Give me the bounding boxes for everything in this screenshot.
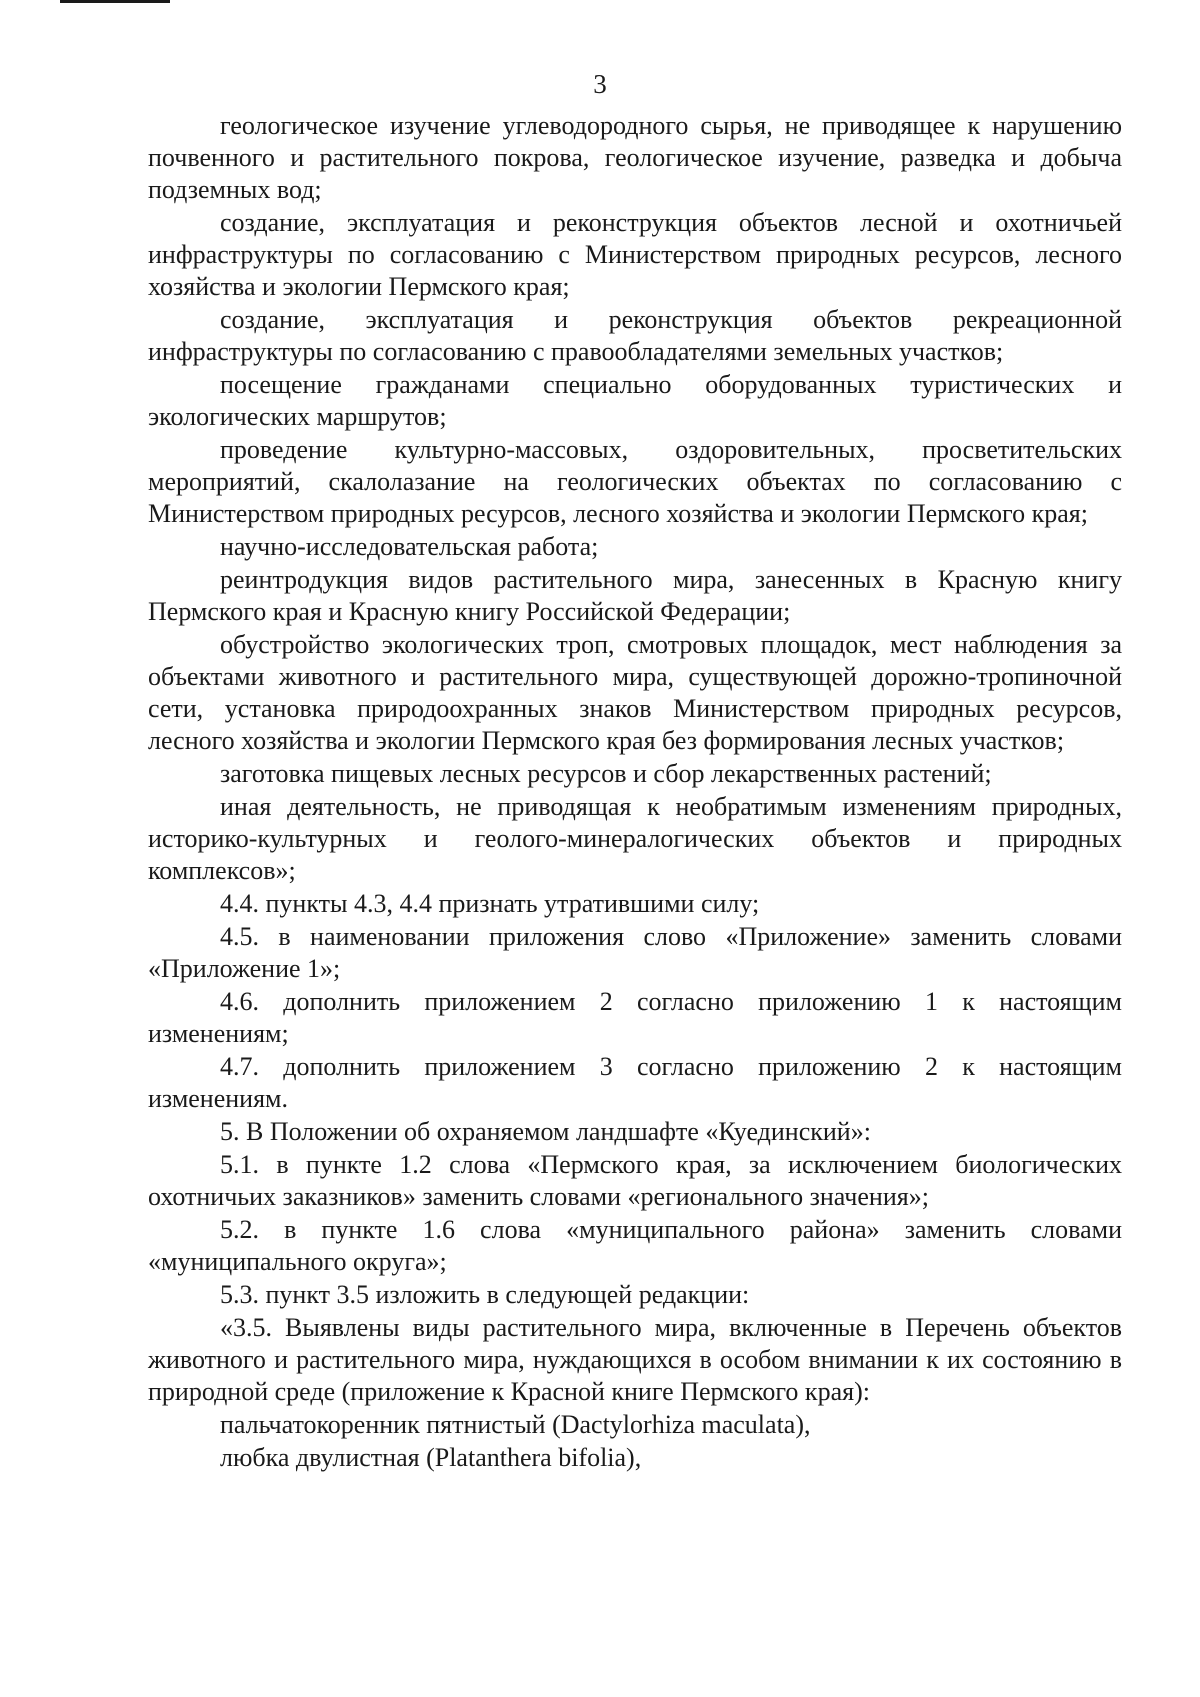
paragraph: 5.2. в пункте 1.6 слова «муниципального района» заменить словами «муниципального округа»; [148, 1215, 1122, 1276]
paragraph: создание, эксплуатация и реконструкция объектов лесной и охотничьей инфраструктуры по согласованию с Министерством природных ресурсов, лесного хозяйства и экологии Пермского края; [148, 208, 1122, 301]
paragraph: пальчатокоренник пятнистый (Dactylorhiza maculata), [220, 1410, 811, 1439]
paragraph: 4.5. в наименовании приложения слово «Приложение» заменить словами «Приложение 1»; [148, 922, 1122, 983]
paragraph: 5.3. пункт 3.5 изложить в следующей редакции: [220, 1280, 750, 1309]
paragraph: заготовка пищевых лесных ресурсов и сбор лекарственных растений; [220, 759, 992, 788]
scan-edge-mark [60, 0, 170, 3]
paragraph: 5. В Положении об охраняемом ландшафте «Куединский»: [220, 1117, 871, 1146]
paragraph: проведение культурно-массовых, оздоровительных, просветительских мероприятий, скалолазание на геологических объектах по согласованию с Министерством природных ресурсов, лесного хозяйства и экологии Пермского края; [148, 435, 1122, 528]
document-body [148, 110, 1122, 1475]
paragraph: посещение гражданами специально оборудованных туристических и экологических маршрутов; [148, 370, 1122, 431]
paragraph: любка двулистная (Platanthera bifolia), [220, 1443, 642, 1472]
paragraph: 4.6. дополнить приложением 2 согласно приложению 1 к настоящим изменениям; [148, 987, 1122, 1048]
page-number: 3 [593, 69, 607, 99]
paragraph: иная деятельность, не приводящая к необратимым изменениям природных, историко-культурных и геолого-минералогических объектов и природных комплексов»; [148, 792, 1122, 885]
paragraph: реинтродукция видов растительного мира, занесенных в Красную книгу Пермского края и Красную книгу Российской Федерации; [148, 565, 1122, 626]
paragraph: 4.4. пункты 4.3, 4.4 признать утратившими силу; [220, 889, 760, 918]
paragraph: научно-исследовательская работа; [220, 532, 599, 561]
paragraph: создание, эксплуатация и реконструкция объектов рекреационной инфраструктуры по согласованию с правообладателями земельных участков; [148, 305, 1122, 366]
paragraph: геологическое изучение углеводородного сырья, не приводящее к нарушению почвенного и растительного покрова, геологическое изучение, разведка и добыча подземных вод; [148, 111, 1122, 204]
paragraph: 5.1. в пункте 1.2 слова «Пермского края, за исключением биологических охотничьих заказников» заменить словами «регионального значения»; [148, 1150, 1122, 1211]
paragraph: «3.5. Выявлены виды растительного мира, включенные в Перечень объектов животного и растительного мира, нуждающихся в особом внимании к их состоянию в природной среде (приложение к Красной книге Пермского края): [148, 1313, 1122, 1406]
paragraph: 4.7. дополнить приложением 3 согласно приложению 2 к настоящим изменениям. [148, 1052, 1122, 1113]
paragraph: обустройство экологических троп, смотровых площадок, мест наблюдения за объектами животного и растительного мира, существующей дорожно-тропиночной сети, установка природоохранных знаков Министерством природных ресурсов, лесного хозяйства и экологии Пермского края без формирования лесных участков; [148, 630, 1122, 755]
